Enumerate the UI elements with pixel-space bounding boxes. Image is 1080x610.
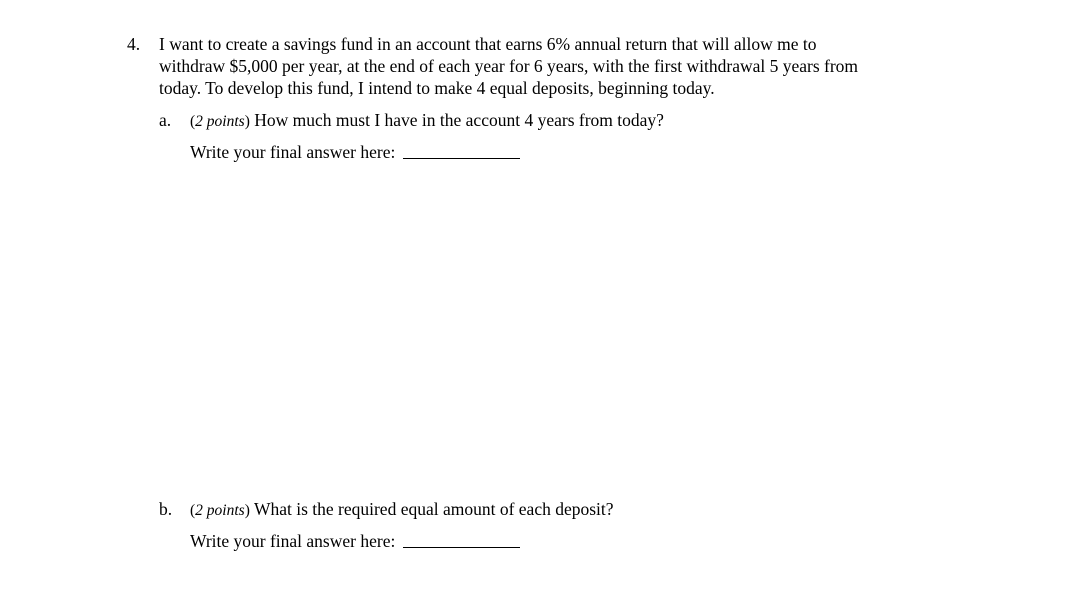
- part-b-letter: b.: [159, 499, 173, 519]
- part-a-answer-blank[interactable]: [403, 158, 520, 159]
- question-line: I want to create a savings fund in an account that earns 6% annual return that will allow me to: [159, 34, 817, 54]
- question-line: today. To develop this fund, I intend to make 4 equal deposits, beginning today.: [159, 78, 715, 98]
- part-b-answer-label: Write your final answer here:: [190, 531, 396, 551]
- part-b-prompt: [190, 498, 614, 522]
- part-a-points: (2 points): [190, 113, 250, 130]
- part-b-question: What is the required equal amount of each deposit?: [253, 499, 614, 519]
- part-a-prompt: [190, 109, 664, 133]
- part-a-answer-row: [190, 141, 520, 163]
- part-a-letter: a.: [159, 110, 172, 130]
- part-b-answer-row: [190, 530, 520, 552]
- question-line: withdraw $5,000 per year, at the end of each year for 6 years, with the first withdrawal 5 years from: [159, 56, 859, 76]
- part-a-answer-label: Write your final answer here:: [190, 142, 396, 162]
- part-b-points: (2 points): [190, 502, 250, 519]
- part-b-answer-blank[interactable]: [403, 547, 520, 548]
- question-text: [159, 33, 959, 99]
- question-number: 4.: [127, 34, 141, 54]
- part-a-question: How much must I have in the account 4 years from today?: [254, 110, 664, 130]
